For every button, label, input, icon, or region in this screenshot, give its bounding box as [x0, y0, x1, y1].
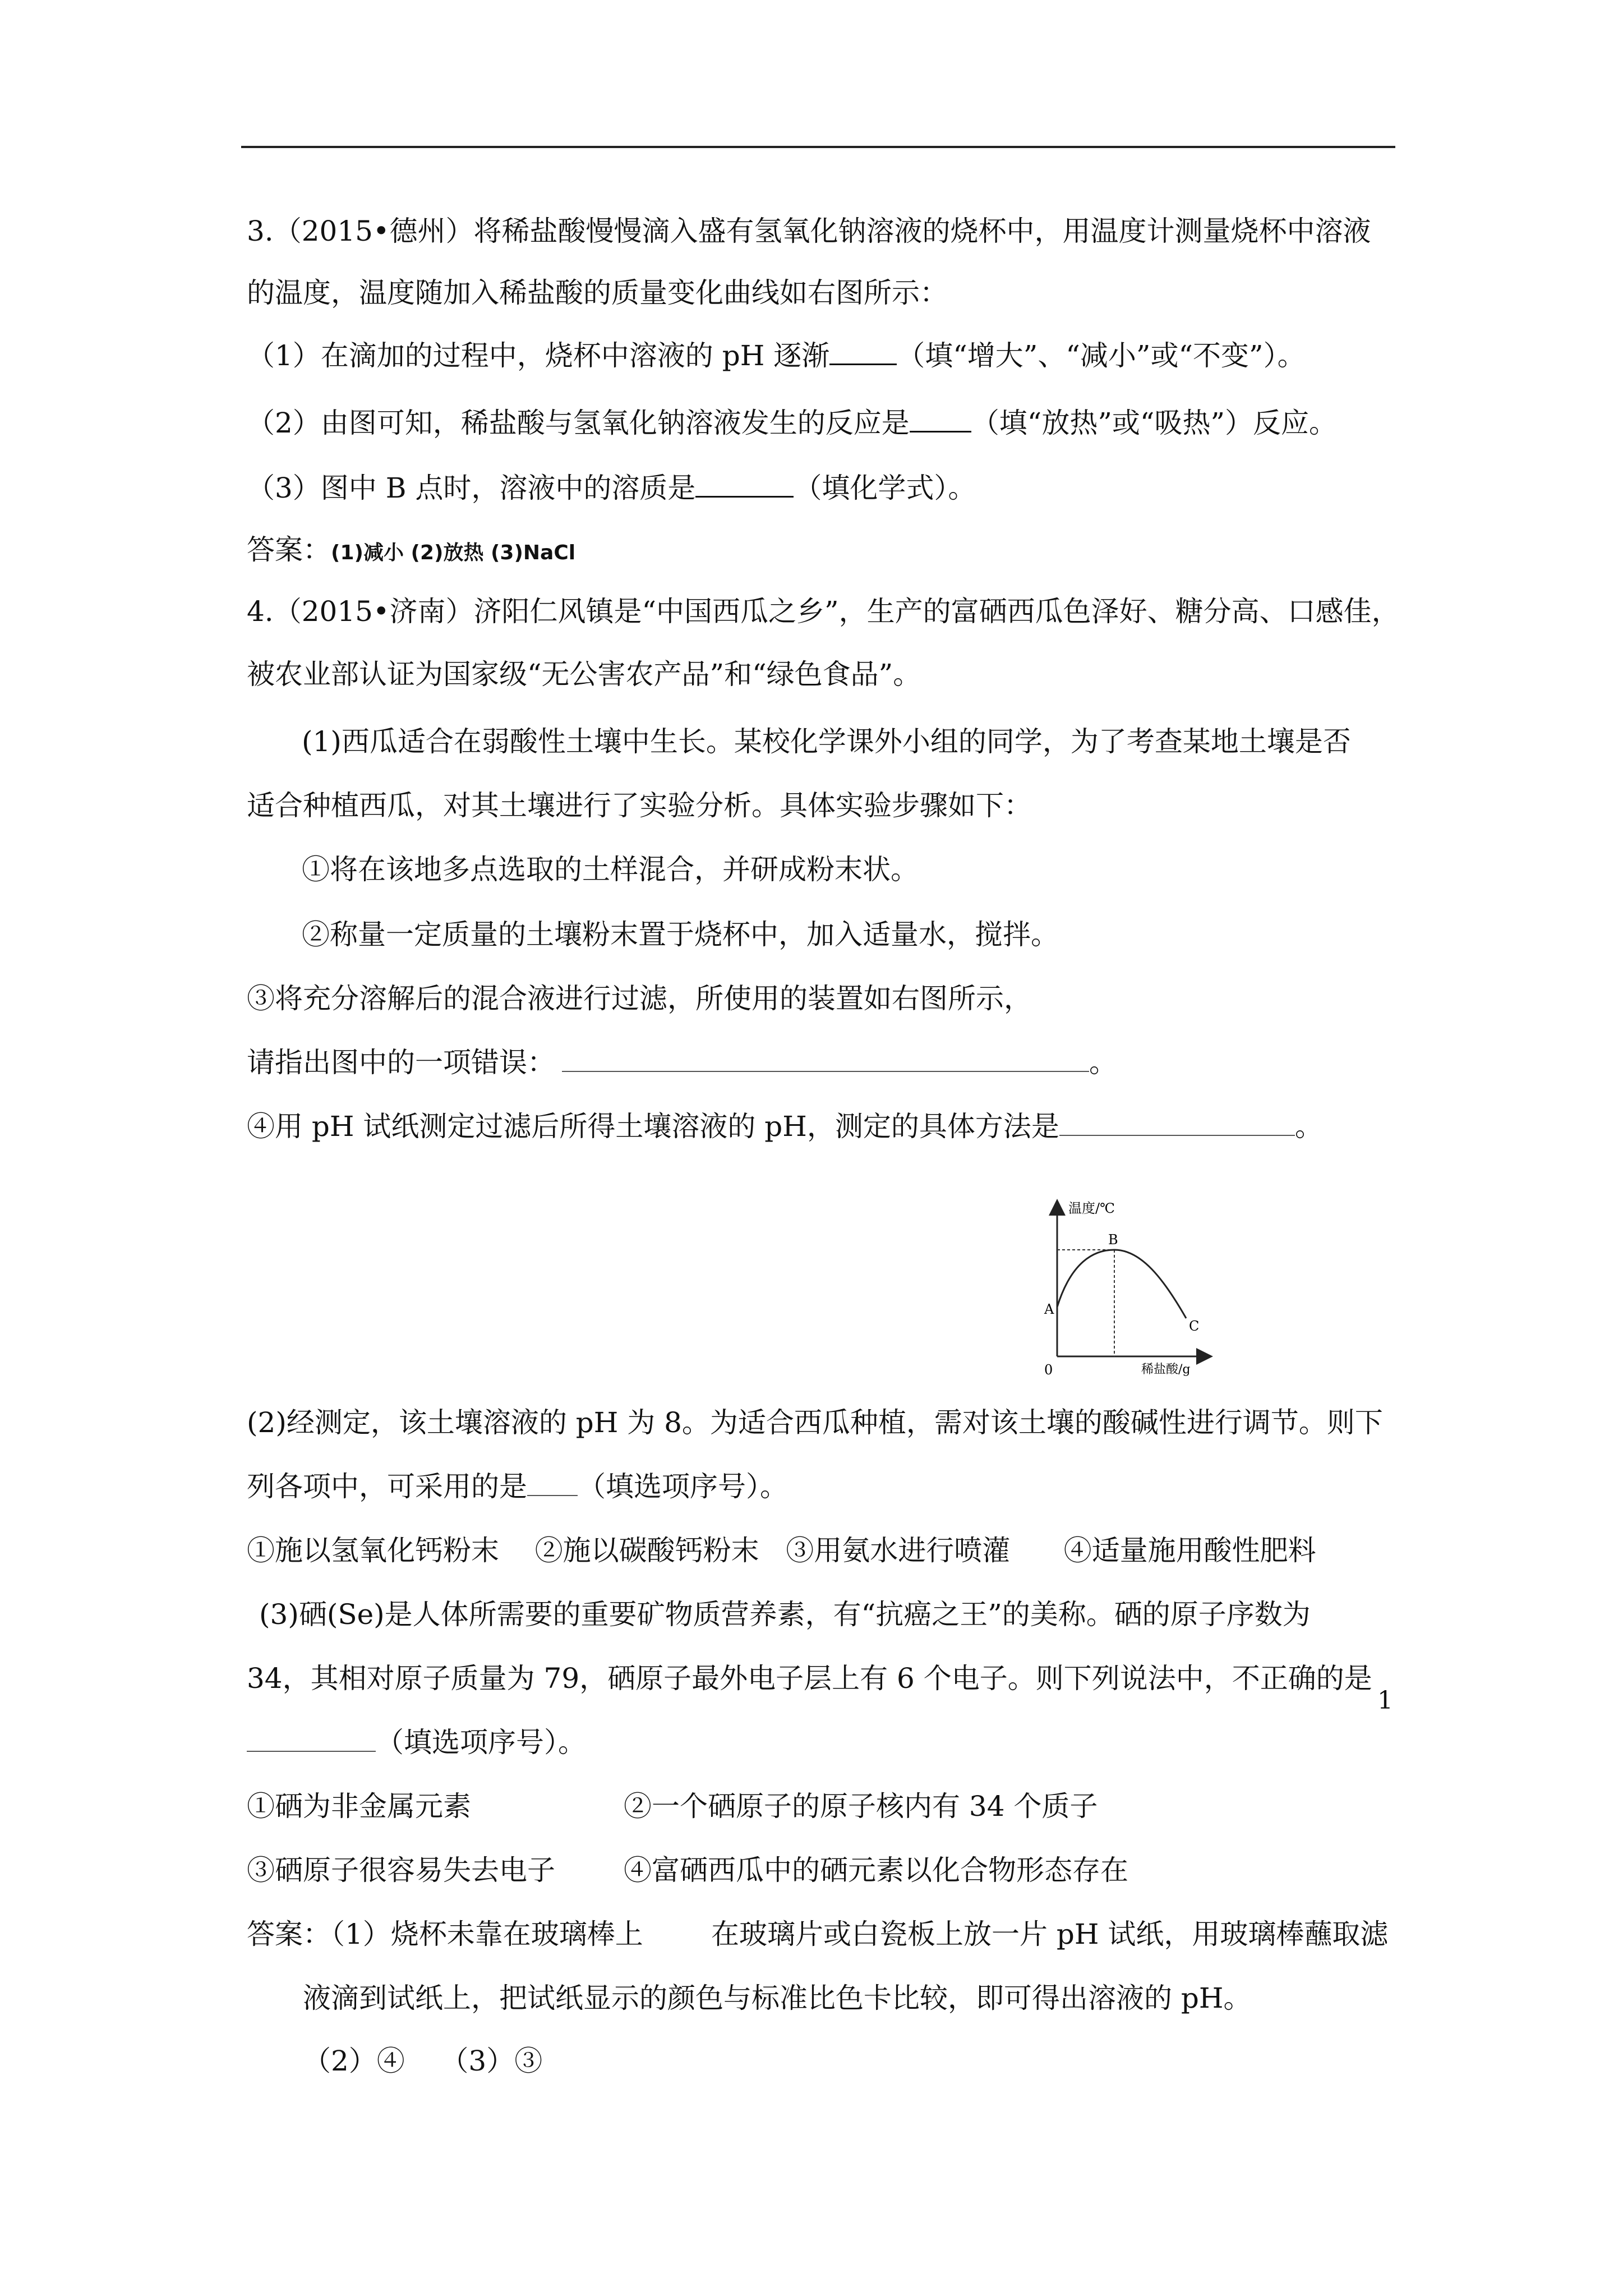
q4-step3-question [247, 1046, 1117, 1079]
q4-p3-line1: (3)硒(Se)是人体所需要的重要矿物质营养素，有“抗癌之王”的美称。硒的原子序数为 [259, 1598, 1311, 1631]
q3-answer-text: (1)减小 (2)放热 (3)NaCl [331, 541, 576, 564]
answer-blank [1059, 1112, 1295, 1136]
q4-line1: 4.（2015•济南）济阳仁风镇是“中国西瓜之乡”，生产的富硒西瓜色泽好、糖分高、口感佳， [247, 595, 1400, 628]
graph-origin: 0 [1044, 1362, 1053, 1378]
answer-blank [695, 471, 794, 498]
header-rule [241, 146, 1395, 148]
graph-y-label: 温度/℃ [1068, 1200, 1115, 1216]
answer-blank [247, 1728, 376, 1752]
q4-step3: ③将充分溶解后的混合液进行过滤，所使用的装置如右图所示， [247, 982, 1032, 1015]
q4-option-2: ②一个硒原子的原子核内有 34 个质子 [624, 1790, 1098, 1823]
answer-blank [829, 339, 897, 365]
q3-sub2 [247, 406, 1337, 440]
q3-sub3-text: （3）图中 B 点时，溶液中的溶质是 [247, 472, 696, 504]
q3-sub1 [247, 339, 1306, 372]
q4-option-4: ④富硒西瓜中的硒元素以化合物形态存在 [624, 1854, 1128, 1887]
answer-blank [562, 1048, 1089, 1072]
q4-p3-tail: （填选项序号）。 [376, 1726, 586, 1759]
q4-answer-line3: （2）④ （3）③ [303, 2045, 543, 2077]
q4-answer-line1b: 在玻璃片或白瓷板上放一片 pH 试纸，用玻璃棒蘸取滤 [711, 1918, 1389, 1950]
q4-p2-options: ①施以氢氧化钙粉末 ②施以碳酸钙粉末 ③用氨水进行喷灌 ④适量施用酸性肥料 [247, 1534, 1316, 1567]
q4-p2-line2 [247, 1470, 788, 1503]
q4-p2-line1: (2)经测定，该土壤溶液的 pH 为 8。为适合西瓜种植，需对该土壤的酸碱性进行调节。则下 [247, 1406, 1383, 1439]
q3-line2: 的温度，温度随加入稀盐酸的质量变化曲线如右图所示： [247, 277, 948, 309]
q4-p1-line2: 适合种植西瓜，对其土壤进行了实验分析。具体实验步骤如下： [247, 789, 1032, 822]
q3-sub1-tail: （填“增大”、“减小”或“不变”）。 [897, 339, 1306, 372]
q4-step3-prompt: 请指出图中的一项错误： [247, 1046, 555, 1079]
q3-answer-label: 答案： [247, 533, 331, 566]
q3-answer [247, 533, 575, 570]
graph-x-label: 稀盐酸/g [1141, 1363, 1191, 1377]
temperature-graph [1026, 1195, 1228, 1380]
page-number: 1 [1377, 1686, 1393, 1715]
q4-step2: ②称量一定质量的土壤粉末置于烧杯中，加入适量水，搅拌。 [302, 918, 1059, 951]
q3-sub3-tail: （填化学式）。 [794, 472, 976, 504]
q4-option-1: ①硒为非金属元素 [247, 1790, 471, 1823]
q4-step1: ①将在该地多点选取的土样混合，并研成粉末状。 [302, 853, 919, 886]
q4-step4-prompt: ④用 pH 试纸测定过滤后所得土壤溶液的 pH，测定的具体方法是 [247, 1110, 1059, 1143]
graph-point-a: A [1044, 1301, 1054, 1317]
q4-p3-line3 [247, 1726, 586, 1759]
q4-p1-line1: (1)西瓜适合在弱酸性土壤中生长。某校化学课外小组的同学，为了考查某地土壤是否 [302, 725, 1351, 758]
q4-answer-line1a: 答案：（1）烧杯未靠在玻璃棒上 [247, 1918, 643, 1950]
q4-line2: 被农业部认证为国家级“无公害农产品”和“绿色食品”。 [247, 658, 921, 691]
answer-blank [527, 1473, 578, 1496]
q3-sub1-text: （1）在滴加的过程中，烧杯中溶液的 pH 逐渐 [247, 339, 830, 372]
q3-sub2-text: （2）由图可知，稀盐酸与氢氧化钠溶液发生的反应是 [247, 407, 910, 439]
q4-step4-end: 。 [1294, 1110, 1323, 1143]
q4-p2-tail: （填选项序号）。 [578, 1470, 788, 1503]
q4-option-3: ③硒原子很容易失去电子 [247, 1854, 555, 1887]
graph-point-b: B [1108, 1232, 1118, 1248]
q4-p3-line2: 34，其相对原子质量为 79，硒原子最外电子层上有 6 个电子。则下列说法中，不正确的是 [247, 1662, 1372, 1695]
q4-step4 [247, 1110, 1323, 1143]
q4-p2-prompt: 列各项中，可采用的是 [247, 1470, 527, 1503]
answer-blank [910, 406, 971, 432]
q4-step3-end: 。 [1089, 1046, 1117, 1079]
q4-answer-line2: 液滴到试纸上，把试纸显示的颜色与标准比色卡比较，即可得出溶液的 pH。 [303, 1982, 1252, 2014]
q3-sub2-tail: （填“放热”或“吸热”）反应。 [971, 407, 1338, 439]
graph-point-c: C [1189, 1318, 1200, 1334]
temperature-curve [1057, 1250, 1186, 1318]
q3-sub3 [247, 471, 976, 505]
q3-line1: 3.（2015•德州）将稀盐酸慢慢滴入盛有氢氧化钠溶液的烧杯中，用温度计测量烧杯中溶液 [247, 215, 1371, 247]
